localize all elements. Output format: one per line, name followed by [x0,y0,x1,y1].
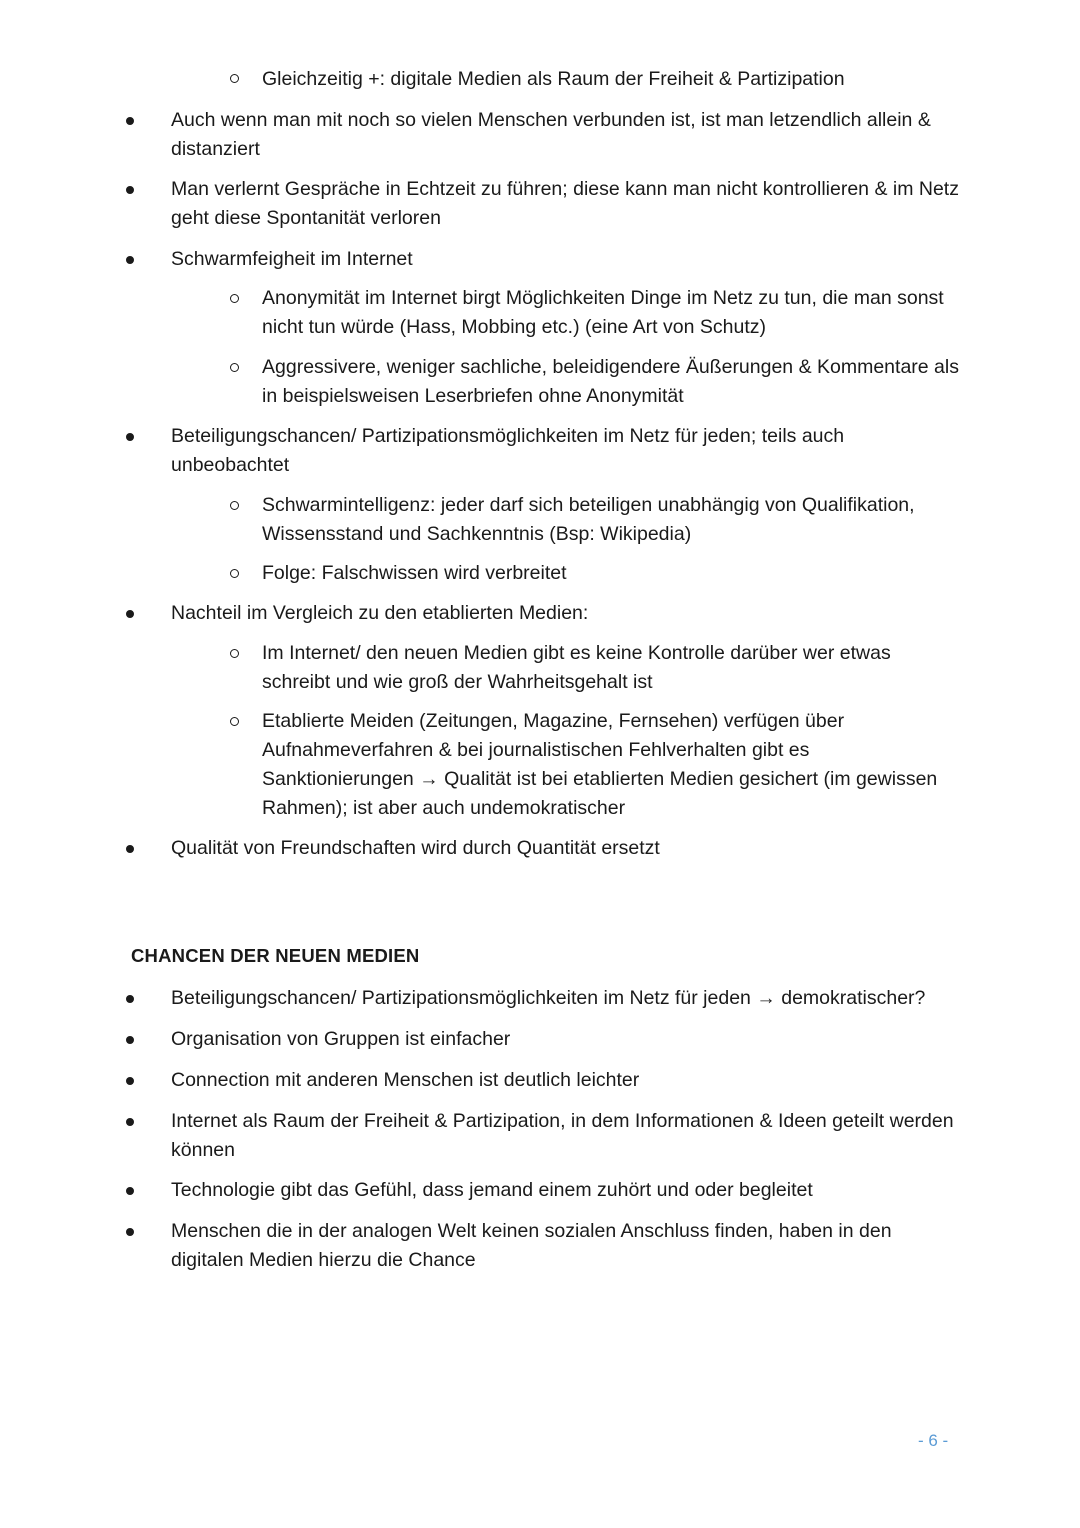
bullet-icon [126,433,134,441]
bullet-icon [126,1036,134,1044]
list-item-text: Man verlernt Gespräche in Echtzeit zu führen; diese kann man nicht kontrollieren & im Netz geht diese Spontanität verloren [171,178,959,229]
list-item-text: Qualität von Freundschaften wird durch Quantität ersetzt [171,837,660,859]
list-item-text: Beteiligungschancen/ Partizipationsmöglichkeiten im Netz für jeden; teils auch unbeobachtet [171,425,845,476]
hollow-bullet-icon [230,569,239,578]
list-item-text: Etablierte Meiden (Zeitungen, Magazine, Fernsehen) verfügen über Aufnahmeverfahren & bei journalistischen Fehlverhalten gibt es Sanktionierungen → Qualität ist bei etablierten Medien gesichert (im gewissen Rahmen); ist aber auch undemokratischer [262,710,938,819]
bullet-icon [126,995,134,1003]
list-item-text: Schwarmfeigheit im Internet [171,248,413,270]
list-item-text: Internet als Raum der Freiheit & Partizipation, in dem Informationen & Ideen geteilt werden können [171,1110,954,1161]
list-item-text: Schwarmintelligenz: jeder darf sich beteiligen unabhängig von Qualifikation, Wissensstand und Sachkenntnis (Bsp: Wikipedia) [262,494,915,545]
list-item-text: Folge: Falschwissen wird verbreitet [262,562,567,584]
list-item-text: Organisation von Gruppen ist einfacher [171,1028,511,1050]
list-item-text: Aggressivere, weniger sachliche, beleidigendere Äußerungen & Kommentare als in beispielsweisen Leserbriefen ohne Anonymität [262,356,959,407]
section-heading: CHANCEN DER NEUEN MEDIEN [131,945,420,966]
hollow-bullet-icon [230,294,239,303]
bullet-icon [126,186,134,194]
hollow-bullet-icon [230,501,239,510]
bullet-icon [126,1228,134,1236]
list-item-text: Technologie gibt das Gefühl, dass jemand einem zuhört und oder begleitet [171,1179,813,1201]
list-item-text: Gleichzeitig +: digitale Medien als Raum der Freiheit & Partizipation [262,68,845,90]
hollow-bullet-icon [230,74,239,83]
bullet-icon [126,256,134,264]
list-item-text: Anonymität im Internet birgt Möglichkeiten Dinge im Netz zu tun, die man sonst nicht tun würde (Hass, Mobbing etc.) (eine Art von Schutz) [262,287,944,338]
hollow-bullet-icon [230,363,239,372]
hollow-bullet-icon [230,649,239,658]
page-number: - 6 - [918,1431,949,1450]
list-item-text: Auch wenn man mit noch so vielen Menschen verbunden ist, ist man letzendlich allein & distanziert [171,109,931,160]
bullet-icon [126,610,134,618]
hollow-bullet-icon [230,717,239,726]
list-item-text: Menschen die in der analogen Welt keinen sozialen Anschluss finden, haben in den digitalen Medien hierzu die Chance [171,1220,892,1271]
list-item-text: Connection mit anderen Menschen ist deutlich leichter [171,1069,640,1091]
bullet-icon [126,1077,134,1085]
list-item-text: Nachteil im Vergleich zu den etablierten Medien: [171,602,589,624]
bullet-icon [126,1187,134,1195]
list-item-text: Beteiligungschancen/ Partizipationsmöglichkeiten im Netz für jeden → demokratischer? [171,987,926,1009]
list-item-text: Im Internet/ den neuen Medien gibt es keine Kontrolle darüber wer etwas schreibt und wie groß der Wahrheitsgehalt ist [262,642,891,693]
bullet-icon [126,117,134,125]
bullet-icon [126,845,134,853]
bullet-icon [126,1118,134,1126]
